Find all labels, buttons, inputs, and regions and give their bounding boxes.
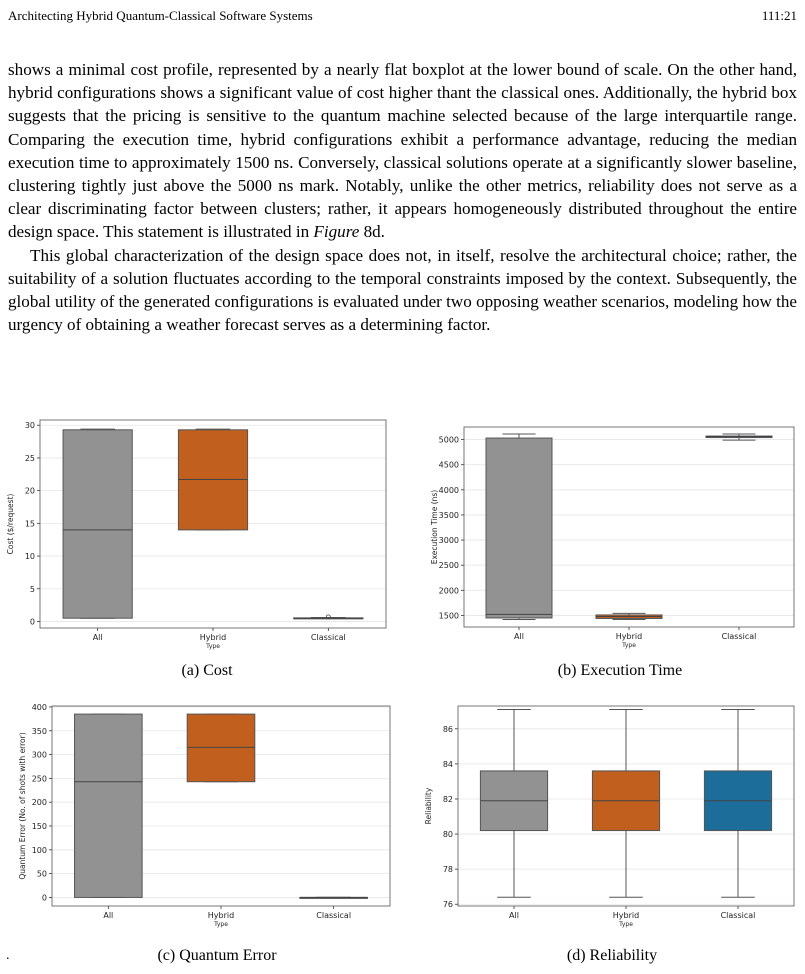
paragraph-1 [8, 58, 797, 244]
y-tick-label: 1500 [438, 611, 459, 621]
x-tick-label: Hybrid [612, 911, 640, 920]
y-axis-label-cost: Cost ($/request) [6, 493, 15, 555]
figure-reference[interactable]: Figure [313, 222, 360, 242]
figure-quantum-error [4, 700, 390, 940]
x-tick-label: Hybrid [615, 632, 643, 641]
y-axis-label-execution: Execution Time (ns) [430, 489, 439, 565]
y-tick-label: 84 [442, 759, 453, 769]
running-header [8, 8, 797, 24]
y-tick-label: 250 [31, 774, 47, 784]
x-tick-label: All [92, 633, 103, 642]
y-axis-label-reliability: Reliability [424, 787, 433, 825]
caption-reliability: (d) Reliability [566, 947, 658, 964]
y-tick-label: 78 [442, 865, 453, 875]
x-tick-label: All [509, 911, 519, 920]
y-tick-label: 300 [31, 750, 47, 760]
y-tick-label: 4500 [438, 460, 459, 470]
chart-cost [4, 413, 390, 653]
footer-mark: . [6, 948, 10, 963]
y-tick-label: 3000 [438, 536, 459, 546]
x-tick-label: Classical [721, 632, 757, 641]
y-tick-label: 76 [442, 900, 453, 910]
y-tick-label: 100 [31, 845, 47, 855]
y-tick-label: 25 [24, 453, 35, 463]
x-tick-label: All [514, 632, 524, 641]
y-tick-label: 10 [24, 552, 35, 562]
figure-cost [4, 413, 390, 653]
paragraph-2: This global characterization of the design space does not, in itself, resolve the architectural choice; rather, the suitability of a solution fluctuates according to the temporal constraints imposed by the context. Subsequently, the global utility of the generated configurations is evaluated under two opposing weather scenarios, modeling how the urgency of obtaining a weather forecast serves as a determining factor. [8, 245, 797, 335]
x-axis-label: Type [206, 643, 220, 650]
chart-quantum-error [4, 700, 390, 940]
y-axis-label-quantum: Quantum Error (No. of shots with error) [18, 732, 27, 880]
x-tick-label: All [103, 911, 114, 920]
y-tick-label: 15 [24, 519, 35, 529]
y-tick-label: 400 [31, 702, 47, 712]
caption-cost: (a) Cost [181, 662, 233, 679]
chart-reliability [412, 700, 798, 940]
caption-quantum-error: (c) Quantum Error [157, 947, 277, 964]
y-tick-label: 2000 [438, 586, 459, 596]
y-tick-label: 5 [29, 584, 35, 594]
y-tick-label: 20 [24, 486, 35, 496]
x-axis-label: Type [622, 642, 636, 649]
x-tick-label: Classical [310, 633, 346, 642]
y-tick-label: 350 [31, 726, 47, 736]
y-tick-label: 3500 [438, 510, 459, 520]
running-title: Architecting Hybrid Quantum-Classical Software Systems [8, 8, 313, 23]
y-tick-label: 30 [24, 421, 35, 431]
y-tick-label: 50 [36, 869, 47, 879]
paragraph-1-text: shows a minimal cost profile, represented by a nearly flat boxplot at the lower bound of scale. On the other hand, hybrid configurations shows a significant value of cost higher thant the classical ones. Additionally, the hybrid box suggests that the pricing is sensitive to the quantum machine selected because of the large interquartile range. Comparing the execution time, hybrid configurations exhibit a performance advantage, reducing the median execution time to approximately 1500 ns. Conversely, classical solutions operate at a significantly slower baseline, clustering tightly just above the 5000 ns mark. Notably, unlike the other metrics, reliability does not serve as a clear discriminating factor between clusters; rather, it appears homogeneously distributed throughout the entire design space. This statement is illustrated in [8, 60, 797, 242]
x-axis-label: Type [214, 921, 228, 928]
x-axis-label: Type [619, 921, 633, 928]
chart-execution-time [412, 422, 798, 652]
body-text [8, 58, 797, 336]
y-tick-label: 2500 [438, 561, 459, 571]
caption-execution-time: (b) Execution Time [557, 662, 683, 679]
box-all [63, 430, 132, 618]
y-tick-label: 200 [31, 798, 47, 808]
y-tick-label: 0 [29, 617, 35, 627]
y-tick-label: 86 [442, 724, 453, 734]
y-tick-label: 0 [41, 893, 47, 903]
figure-reliability [412, 700, 798, 940]
y-tick-label: 82 [442, 794, 453, 804]
figure-execution-time [412, 422, 798, 652]
x-tick-label: Classical [720, 911, 756, 920]
page-reference: 111:21 [761, 8, 797, 23]
box-all [486, 438, 552, 618]
box-all [75, 714, 143, 897]
y-tick-label: 4000 [438, 485, 459, 495]
y-tick-label: 5000 [438, 435, 459, 445]
y-tick-label: 150 [31, 822, 47, 831]
paragraph-1-tail: 8d. [359, 222, 385, 242]
x-tick-label: Classical [316, 911, 352, 920]
x-tick-label: Hybrid [199, 633, 227, 642]
x-tick-label: Hybrid [207, 911, 235, 920]
y-tick-label: 80 [442, 830, 453, 840]
